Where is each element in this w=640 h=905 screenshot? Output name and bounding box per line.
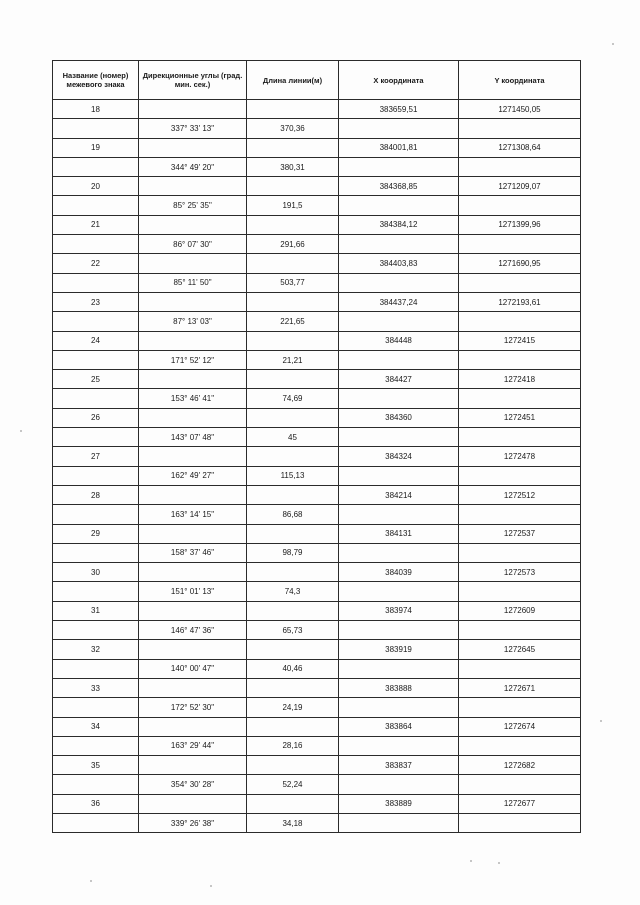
y-coordinate-cell: 1271209,07 [459,177,581,196]
empty-cell [247,254,339,273]
empty-cell [139,254,247,273]
x-coordinate-cell: 384039 [339,563,459,582]
empty-cell [139,370,247,389]
empty-cell [339,582,459,601]
point-row [53,215,581,234]
empty-cell [139,292,247,311]
point-name-cell: 29 [53,524,139,543]
empty-cell [459,273,581,292]
direction-angle-cell: 87° 13' 03" [139,312,247,331]
y-coordinate-cell: 1272682 [459,756,581,775]
empty-cell [53,235,139,254]
line-length-cell: 191,5 [247,196,339,215]
point-row [53,447,581,466]
line-length-cell: 221,65 [247,312,339,331]
header-point-name: Название (номер) межевого знака [53,61,139,100]
segment-row [53,775,581,794]
point-name-cell: 35 [53,756,139,775]
segment-row [53,582,581,601]
line-length-cell: 52,24 [247,775,339,794]
y-coordinate-cell: 1272451 [459,408,581,427]
empty-cell [247,408,339,427]
segment-row [53,273,581,292]
point-row [53,100,581,119]
empty-cell [459,505,581,524]
header-direction-angle: Дирекционные углы (град. мин. сек.) [139,61,247,100]
line-length-cell: 86,68 [247,505,339,524]
empty-cell [459,312,581,331]
empty-cell [247,370,339,389]
y-coordinate-cell: 1271399,96 [459,215,581,234]
header-line-length: Длина линии(м) [247,61,339,100]
empty-cell [459,813,581,832]
empty-cell [247,138,339,157]
point-row [53,717,581,736]
empty-cell [53,389,139,408]
point-name-cell: 18 [53,100,139,119]
table-header-row [53,61,581,100]
empty-cell [247,177,339,196]
empty-cell [53,312,139,331]
empty-cell [139,678,247,697]
x-coordinate-cell: 384403,83 [339,254,459,273]
point-name-cell: 23 [53,292,139,311]
line-length-cell: 45 [247,428,339,447]
empty-cell [139,177,247,196]
table-body [53,100,581,833]
direction-angle-cell: 344° 49' 20" [139,157,247,176]
empty-cell [53,775,139,794]
y-coordinate-cell: 1272415 [459,331,581,350]
empty-cell [339,813,459,832]
empty-cell [247,485,339,504]
empty-cell [339,119,459,138]
direction-angle-cell: 354° 30' 28" [139,775,247,794]
x-coordinate-cell: 383837 [339,756,459,775]
line-length-cell: 370,36 [247,119,339,138]
line-length-cell: 40,46 [247,659,339,678]
empty-cell [53,621,139,640]
empty-cell [53,466,139,485]
point-name-cell: 20 [53,177,139,196]
y-coordinate-cell: 1271308,64 [459,138,581,157]
empty-cell [459,775,581,794]
point-name-cell: 34 [53,717,139,736]
y-coordinate-cell: 1272418 [459,370,581,389]
segment-row [53,196,581,215]
header-x-coordinate: X координата [339,61,459,100]
empty-cell [53,273,139,292]
point-row [53,138,581,157]
direction-angle-cell: 163° 29' 44" [139,736,247,755]
direction-angle-cell: 162° 49' 27" [139,466,247,485]
point-row [53,794,581,813]
direction-angle-cell: 158° 37' 46" [139,543,247,562]
point-name-cell: 28 [53,485,139,504]
empty-cell [139,485,247,504]
line-length-cell: 34,18 [247,813,339,832]
x-coordinate-cell: 383888 [339,678,459,697]
segment-row [53,466,581,485]
empty-cell [459,119,581,138]
line-length-cell: 503,77 [247,273,339,292]
segment-row [53,813,581,832]
line-length-cell: 98,79 [247,543,339,562]
empty-cell [459,428,581,447]
direction-angle-cell: 337° 33' 13" [139,119,247,138]
empty-cell [139,794,247,813]
point-row [53,524,581,543]
direction-angle-cell: 85° 11' 50" [139,273,247,292]
empty-cell [459,736,581,755]
x-coordinate-cell: 384360 [339,408,459,427]
empty-cell [139,331,247,350]
empty-cell [53,119,139,138]
empty-cell [247,794,339,813]
empty-cell [339,312,459,331]
empty-cell [139,640,247,659]
segment-row [53,350,581,369]
direction-angle-cell: 146° 47' 36" [139,621,247,640]
y-coordinate-cell: 1272671 [459,678,581,697]
line-length-cell: 380,31 [247,157,339,176]
segment-row [53,428,581,447]
x-coordinate-cell: 384001,81 [339,138,459,157]
empty-cell [339,621,459,640]
line-length-cell: 291,66 [247,235,339,254]
empty-cell [53,350,139,369]
empty-cell [247,524,339,543]
segment-row [53,736,581,755]
empty-cell [53,659,139,678]
point-row [53,292,581,311]
empty-cell [459,196,581,215]
empty-cell [139,756,247,775]
direction-angle-cell: 140° 00' 47" [139,659,247,678]
y-coordinate-cell: 1272512 [459,485,581,504]
x-coordinate-cell: 383889 [339,794,459,813]
point-name-cell: 33 [53,678,139,697]
point-row [53,408,581,427]
point-name-cell: 21 [53,215,139,234]
point-name-cell: 24 [53,331,139,350]
point-row [53,601,581,620]
line-length-cell: 24,19 [247,698,339,717]
y-coordinate-cell: 1272193,61 [459,292,581,311]
point-row [53,331,581,350]
y-coordinate-cell: 1272478 [459,447,581,466]
direction-angle-cell: 153° 46' 41" [139,389,247,408]
empty-cell [53,813,139,832]
point-row [53,563,581,582]
empty-cell [459,350,581,369]
empty-cell [459,157,581,176]
empty-cell [339,543,459,562]
line-length-cell: 74,69 [247,389,339,408]
empty-cell [459,466,581,485]
empty-cell [459,659,581,678]
empty-cell [247,678,339,697]
empty-cell [247,292,339,311]
empty-cell [139,215,247,234]
direction-angle-cell: 151° 01' 13" [139,582,247,601]
x-coordinate-cell: 383974 [339,601,459,620]
empty-cell [53,543,139,562]
segment-row [53,119,581,138]
empty-cell [247,100,339,119]
direction-angle-cell: 171° 52' 12" [139,350,247,369]
line-length-cell: 115,13 [247,466,339,485]
point-name-cell: 25 [53,370,139,389]
empty-cell [53,157,139,176]
empty-cell [459,235,581,254]
empty-cell [53,196,139,215]
line-length-cell: 65,73 [247,621,339,640]
y-coordinate-cell: 1271690,95 [459,254,581,273]
segment-row [53,659,581,678]
empty-cell [247,215,339,234]
direction-angle-cell: 143° 07' 48" [139,428,247,447]
empty-cell [139,447,247,466]
empty-cell [459,698,581,717]
point-row [53,640,581,659]
empty-cell [459,543,581,562]
empty-cell [247,331,339,350]
segment-row [53,312,581,331]
point-name-cell: 31 [53,601,139,620]
boundary-coordinates-table [52,60,581,833]
point-row [53,756,581,775]
empty-cell [247,447,339,466]
empty-cell [53,698,139,717]
segment-row [53,543,581,562]
y-coordinate-cell: 1272674 [459,717,581,736]
empty-cell [247,601,339,620]
x-coordinate-cell: 383919 [339,640,459,659]
empty-cell [53,428,139,447]
empty-cell [339,157,459,176]
x-coordinate-cell: 384448 [339,331,459,350]
point-name-cell: 26 [53,408,139,427]
empty-cell [53,736,139,755]
y-coordinate-cell: 1272573 [459,563,581,582]
x-coordinate-cell: 383659,51 [339,100,459,119]
header-y-coordinate: Y координата [459,61,581,100]
empty-cell [339,698,459,717]
point-name-cell: 22 [53,254,139,273]
empty-cell [339,235,459,254]
empty-cell [339,505,459,524]
segment-row [53,621,581,640]
point-name-cell: 30 [53,563,139,582]
direction-angle-cell: 163° 14' 15" [139,505,247,524]
x-coordinate-cell: 383864 [339,717,459,736]
point-name-cell: 32 [53,640,139,659]
line-length-cell: 28,16 [247,736,339,755]
segment-row [53,389,581,408]
x-coordinate-cell: 384131 [339,524,459,543]
segment-row [53,698,581,717]
empty-cell [139,601,247,620]
empty-cell [339,428,459,447]
y-coordinate-cell: 1271450,05 [459,100,581,119]
empty-cell [247,756,339,775]
empty-cell [139,563,247,582]
empty-cell [53,505,139,524]
y-coordinate-cell: 1272537 [459,524,581,543]
point-row [53,485,581,504]
segment-row [53,505,581,524]
empty-cell [459,389,581,408]
point-row [53,678,581,697]
empty-cell [247,640,339,659]
empty-cell [139,100,247,119]
point-name-cell: 27 [53,447,139,466]
line-length-cell: 74,3 [247,582,339,601]
empty-cell [339,775,459,794]
y-coordinate-cell: 1272609 [459,601,581,620]
empty-cell [459,621,581,640]
x-coordinate-cell: 384384,12 [339,215,459,234]
y-coordinate-cell: 1272645 [459,640,581,659]
x-coordinate-cell: 384324 [339,447,459,466]
direction-angle-cell: 172° 52' 30" [139,698,247,717]
direction-angle-cell: 86° 07' 30" [139,235,247,254]
empty-cell [247,563,339,582]
point-name-cell: 19 [53,138,139,157]
empty-cell [339,466,459,485]
direction-angle-cell: 339° 26' 38" [139,813,247,832]
segment-row [53,235,581,254]
empty-cell [339,196,459,215]
empty-cell [53,582,139,601]
x-coordinate-cell: 384214 [339,485,459,504]
line-length-cell: 21,21 [247,350,339,369]
empty-cell [339,389,459,408]
empty-cell [459,582,581,601]
empty-cell [139,524,247,543]
direction-angle-cell: 85° 25' 35" [139,196,247,215]
x-coordinate-cell: 384437,24 [339,292,459,311]
empty-cell [339,736,459,755]
point-name-cell: 36 [53,794,139,813]
x-coordinate-cell: 384427 [339,370,459,389]
empty-cell [139,717,247,736]
segment-row [53,157,581,176]
empty-cell [139,408,247,427]
empty-cell [247,717,339,736]
point-row [53,177,581,196]
x-coordinate-cell: 384368,85 [339,177,459,196]
empty-cell [139,138,247,157]
y-coordinate-cell: 1272677 [459,794,581,813]
empty-cell [339,659,459,678]
empty-cell [339,273,459,292]
empty-cell [339,350,459,369]
point-row [53,254,581,273]
point-row [53,370,581,389]
